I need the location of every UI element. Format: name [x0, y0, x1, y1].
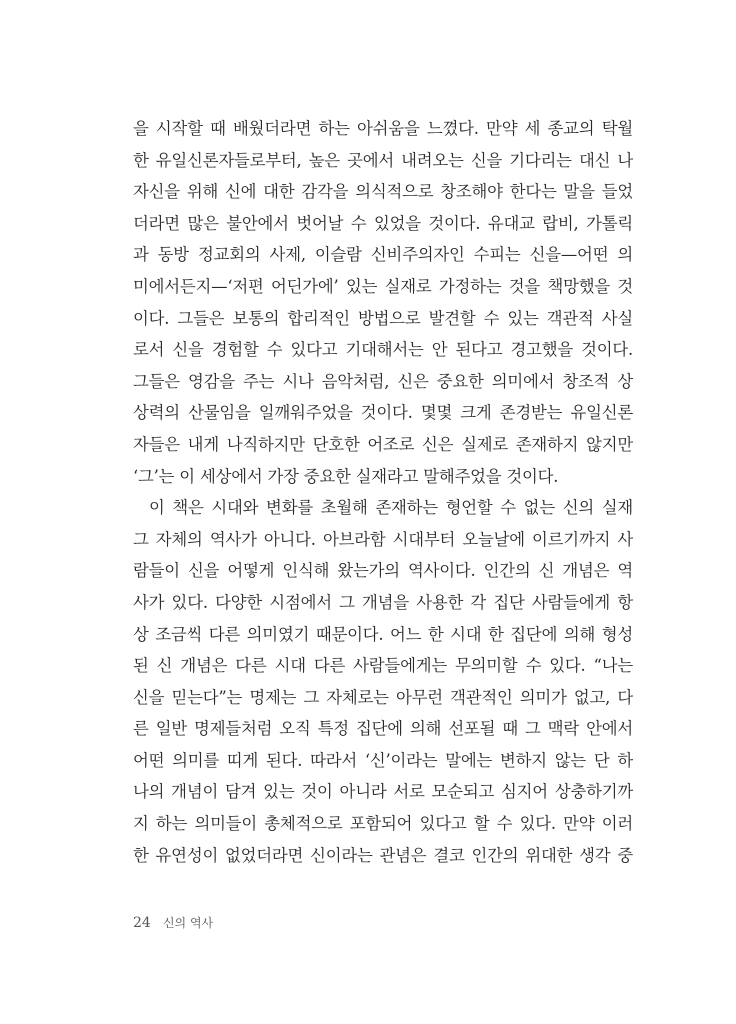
text-line: 된 신 개념은 다른 시대 다른 사람들에게는 무의미할 수 있다. “나는: [133, 656, 633, 676]
text-line: 람들이 신을 어떻게 인식해 왔는가의 역사이다. 인간의 신 개념은 역: [133, 561, 633, 581]
text-line-paragraph-start: 이 책은 시대와 변화를 초월해 존재하는 형언할 수 없는 신의 실재: [149, 498, 633, 518]
text-line: 자들은 내게 나직하지만 단호한 어조로 신은 실제로 존재하지 않지만: [133, 434, 633, 454]
text-line: 과 동방 정교회의 사제, 이슬람 신비주의자인 수피는 신을—어떤 의: [133, 245, 633, 265]
text-line: 그들은 영감을 주는 시나 음악처럼, 신은 중요한 의미에서 창조적 상: [133, 371, 633, 391]
text-line: 나의 개념이 담겨 있는 것이 아니라 서로 모순되고 심지어 상충하기까: [133, 782, 633, 802]
text-line: 자신을 위해 신에 대한 감각을 의식적으로 창조해야 한다는 말을 들었: [133, 182, 633, 202]
text-line: 지 하는 의미들이 총체적으로 포함되어 있다고 할 수 있다. 만약 이러: [133, 814, 633, 834]
text-line: 로서 신을 경험할 수 있다고 기대해서는 안 된다고 경고했을 것이다.: [133, 340, 633, 360]
page-footer: [133, 914, 213, 931]
page-number: 24: [133, 915, 151, 931]
text-line: 미에서든지—‘저편 어딘가에’ 있는 실재로 가정하는 것을 책망했을 것: [133, 276, 633, 296]
text-line-paragraph-end: ‘그’는 이 세상에서 가장 중요한 실재라고 말해주었을 것이다.: [133, 466, 559, 486]
text-line: 른 일반 명제들처럼 오직 특정 집단에 의해 선포될 때 그 맥락 안에서: [133, 719, 633, 739]
body-text: [133, 113, 633, 871]
text-line: 신을 믿는다”는 명제는 그 자체로는 아무런 객관적인 의미가 없고, 다: [133, 687, 633, 707]
running-title: 신의 역사: [162, 916, 214, 930]
text-line: 이다. 그들은 보통의 합리적인 방법으로 발견할 수 있는 객관적 사실: [133, 308, 633, 328]
text-line: 상력의 산물임을 일깨워주었을 것이다. 몇몇 크게 존경받는 유일신론: [133, 403, 633, 423]
text-line: 한 유연성이 없었더라면 신이라는 관념은 결코 인간의 위대한 생각 중: [133, 845, 633, 865]
text-line: 한 유일신론자들로부터, 높은 곳에서 내려오는 신을 기다리는 대신 나: [133, 150, 633, 170]
text-line: 그 자체의 역사가 아니다. 아브라함 시대부터 오늘날에 이르기까지 사: [133, 529, 633, 549]
text-line: 어떤 의미를 띠게 된다. 따라서 ‘신’이라는 말에는 변하지 않는 단 하: [133, 750, 633, 770]
text-line: 상 조금씩 다른 의미였기 때문이다. 어느 한 시대 한 집단에 의해 형성: [133, 624, 633, 644]
text-line: 을 시작할 때 배웠더라면 하는 아쉬움을 느꼈다. 만약 세 종교의 탁월: [133, 119, 633, 138]
text-line: 사가 있다. 다양한 시점에서 그 개념을 사용한 각 집단 사람들에게 항: [133, 592, 633, 612]
text-line: 더라면 많은 불안에서 벗어날 수 있었을 것이다. 유대교 랍비, 가톨릭: [133, 213, 633, 233]
